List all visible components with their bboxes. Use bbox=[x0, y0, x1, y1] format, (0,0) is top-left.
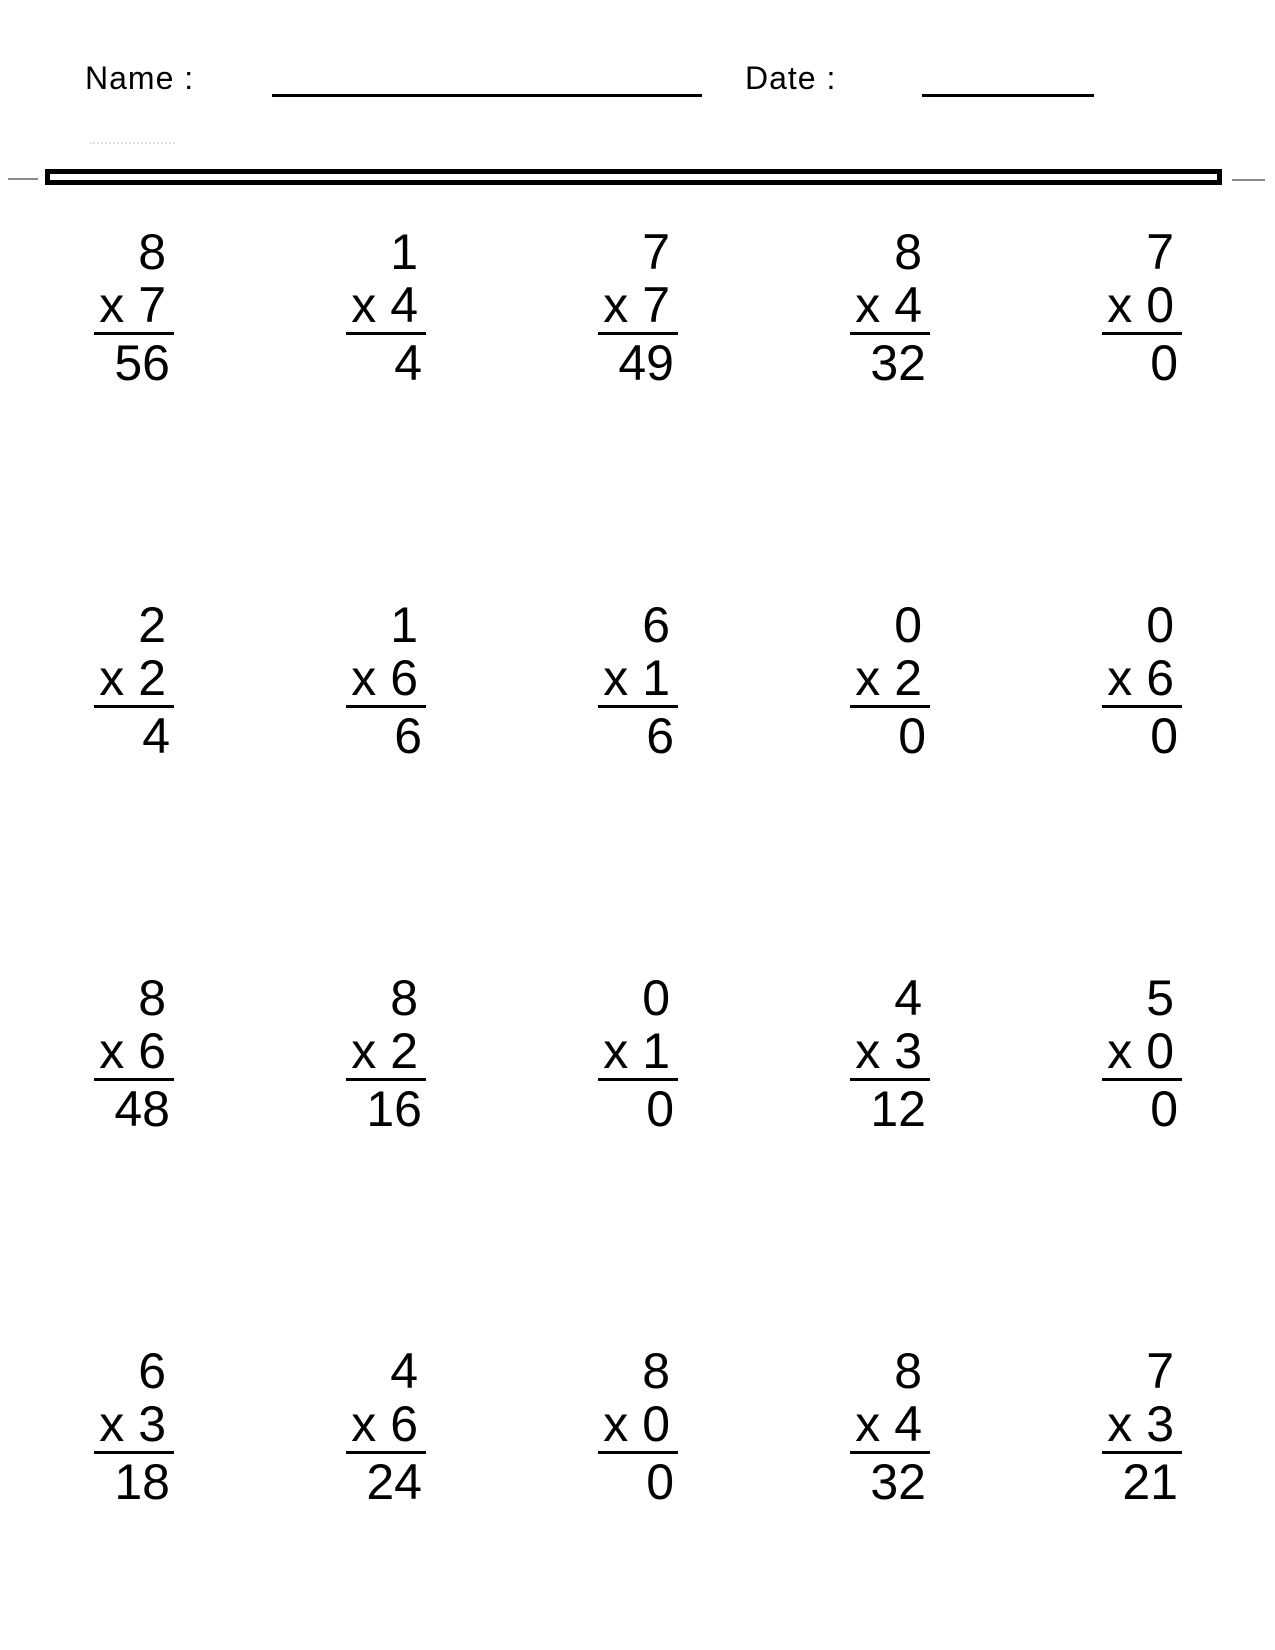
multiplier-line bbox=[598, 1398, 678, 1451]
problems-grid bbox=[8, 226, 1268, 1509]
multiplier-line bbox=[94, 652, 174, 705]
multiply-sign: x bbox=[1107, 1396, 1133, 1452]
multiplication-problem bbox=[94, 1345, 174, 1509]
multiplication-problem bbox=[598, 226, 678, 390]
multiply-sign: x bbox=[855, 277, 881, 333]
multiplication-problem bbox=[94, 599, 174, 763]
multiplicand: 8 bbox=[642, 1343, 670, 1399]
multiply-sign: x bbox=[99, 277, 125, 333]
answer: 0 bbox=[1150, 1081, 1178, 1137]
name-blank-line bbox=[272, 94, 702, 97]
multiplication-problem bbox=[1102, 226, 1182, 390]
multiplier: 0 bbox=[1146, 1023, 1174, 1079]
answer: 4 bbox=[394, 335, 422, 391]
multiply-sign: x bbox=[99, 1023, 125, 1079]
multiplier-line bbox=[598, 652, 678, 705]
multiplicand: 8 bbox=[894, 224, 922, 280]
multiply-sign: x bbox=[1107, 277, 1133, 333]
date-label: Date : bbox=[745, 60, 837, 96]
multiplicand: 7 bbox=[642, 224, 670, 280]
answer: 32 bbox=[870, 335, 926, 391]
answer: 0 bbox=[646, 1081, 674, 1137]
answer: 6 bbox=[646, 708, 674, 764]
multiplier: 4 bbox=[894, 277, 922, 333]
multiplicand: 0 bbox=[894, 597, 922, 653]
multiplicand: 6 bbox=[642, 597, 670, 653]
multiplication-problem bbox=[850, 599, 930, 763]
multiply-sign: x bbox=[1107, 1023, 1133, 1079]
answer: 4 bbox=[142, 708, 170, 764]
multiplier-line bbox=[850, 279, 930, 332]
multiply-sign: x bbox=[603, 1396, 629, 1452]
multiply-sign: x bbox=[351, 277, 377, 333]
answer: 48 bbox=[114, 1081, 170, 1137]
multiplier: 2 bbox=[138, 650, 166, 706]
multiplicand: 8 bbox=[894, 1343, 922, 1399]
multiplicand: 7 bbox=[1146, 224, 1174, 280]
multiplication-problem bbox=[598, 1345, 678, 1509]
date-blank-line bbox=[922, 94, 1094, 97]
name-label: Name : bbox=[85, 60, 195, 96]
multiplication-problem bbox=[346, 599, 426, 763]
multiplicand: 0 bbox=[642, 970, 670, 1026]
multiply-sign: x bbox=[855, 1023, 881, 1079]
multiplier: 2 bbox=[390, 1023, 418, 1079]
answer: 0 bbox=[646, 1454, 674, 1510]
multiplication-problem bbox=[94, 226, 174, 390]
divider-right-dash bbox=[1232, 179, 1265, 181]
multiplication-problem bbox=[850, 1345, 930, 1509]
multiplication-problem bbox=[598, 972, 678, 1136]
multiply-sign: x bbox=[351, 1023, 377, 1079]
multiply-sign: x bbox=[351, 650, 377, 706]
answer: 18 bbox=[114, 1454, 170, 1510]
multiply-sign: x bbox=[603, 1023, 629, 1079]
multiplier: 1 bbox=[642, 650, 670, 706]
multiplier-line bbox=[94, 279, 174, 332]
section-divider-bar bbox=[45, 169, 1222, 185]
multiplicand: 5 bbox=[1146, 970, 1174, 1026]
multiplier-line bbox=[598, 279, 678, 332]
multiplier-line bbox=[346, 1398, 426, 1451]
multiplicand: 8 bbox=[138, 224, 166, 280]
multiplicand: 8 bbox=[390, 970, 418, 1026]
multiplier: 0 bbox=[642, 1396, 670, 1452]
multiplier-line bbox=[1102, 1398, 1182, 1451]
multiplier: 6 bbox=[390, 650, 418, 706]
multiplier: 7 bbox=[642, 277, 670, 333]
multiplier-line bbox=[850, 1398, 930, 1451]
multiplication-problem bbox=[346, 972, 426, 1136]
multiplier: 6 bbox=[138, 1023, 166, 1079]
multiplier-line bbox=[850, 1025, 930, 1078]
answer: 49 bbox=[618, 335, 674, 391]
multiplication-problem bbox=[1102, 599, 1182, 763]
multiply-sign: x bbox=[855, 1396, 881, 1452]
multiplicand: 8 bbox=[138, 970, 166, 1026]
multiplier: 3 bbox=[1146, 1396, 1174, 1452]
multiplication-problem bbox=[598, 599, 678, 763]
multiplier-line bbox=[1102, 652, 1182, 705]
multiplier: 6 bbox=[390, 1396, 418, 1452]
multiplier-line bbox=[346, 1025, 426, 1078]
multiplier: 3 bbox=[894, 1023, 922, 1079]
multiplier: 0 bbox=[1146, 277, 1174, 333]
multiplicand: 4 bbox=[390, 1343, 418, 1399]
answer: 32 bbox=[870, 1454, 926, 1510]
multiply-sign: x bbox=[1107, 650, 1133, 706]
multiplicand: 1 bbox=[390, 224, 418, 280]
answer: 12 bbox=[870, 1081, 926, 1137]
answer: 21 bbox=[1122, 1454, 1178, 1510]
multiplier: 3 bbox=[138, 1396, 166, 1452]
multiply-sign: x bbox=[99, 650, 125, 706]
multiplier: 2 bbox=[894, 650, 922, 706]
multiplier-line bbox=[850, 652, 930, 705]
multiplication-problem bbox=[94, 972, 174, 1136]
multiplicand: 0 bbox=[1146, 597, 1174, 653]
multiplication-problem bbox=[346, 226, 426, 390]
multiply-sign: x bbox=[603, 277, 629, 333]
multiplier-line bbox=[346, 652, 426, 705]
multiplier: 4 bbox=[894, 1396, 922, 1452]
multiplication-problem bbox=[346, 1345, 426, 1509]
multiplier: 1 bbox=[642, 1023, 670, 1079]
multiplicand: 4 bbox=[894, 970, 922, 1026]
multiply-sign: x bbox=[603, 650, 629, 706]
multiplier-line bbox=[1102, 1025, 1182, 1078]
multiplier: 7 bbox=[138, 277, 166, 333]
answer: 0 bbox=[1150, 335, 1178, 391]
answer: 6 bbox=[394, 708, 422, 764]
multiplicand: 7 bbox=[1146, 1343, 1174, 1399]
answer: 24 bbox=[366, 1454, 422, 1510]
multiplier-line bbox=[346, 279, 426, 332]
multiplicand: 1 bbox=[390, 597, 418, 653]
answer: 56 bbox=[114, 335, 170, 391]
multiplier-line bbox=[94, 1025, 174, 1078]
multiply-sign: x bbox=[351, 1396, 377, 1452]
multiply-sign: x bbox=[99, 1396, 125, 1452]
multiply-sign: x bbox=[855, 650, 881, 706]
answer: 0 bbox=[898, 708, 926, 764]
multiplication-problem bbox=[1102, 972, 1182, 1136]
answer: 16 bbox=[366, 1081, 422, 1137]
multiplication-problem bbox=[1102, 1345, 1182, 1509]
divider-left-dash bbox=[8, 178, 38, 180]
multiplier-line bbox=[94, 1398, 174, 1451]
multiplier-line bbox=[598, 1025, 678, 1078]
multiplier: 6 bbox=[1146, 650, 1174, 706]
multiplication-problem bbox=[850, 226, 930, 390]
multiplicand: 2 bbox=[138, 597, 166, 653]
multiplier: 4 bbox=[390, 277, 418, 333]
multiplication-problem bbox=[850, 972, 930, 1136]
multiplicand: 6 bbox=[138, 1343, 166, 1399]
faint-print-artifact bbox=[90, 136, 175, 144]
multiplier-line bbox=[1102, 279, 1182, 332]
answer: 0 bbox=[1150, 708, 1178, 764]
